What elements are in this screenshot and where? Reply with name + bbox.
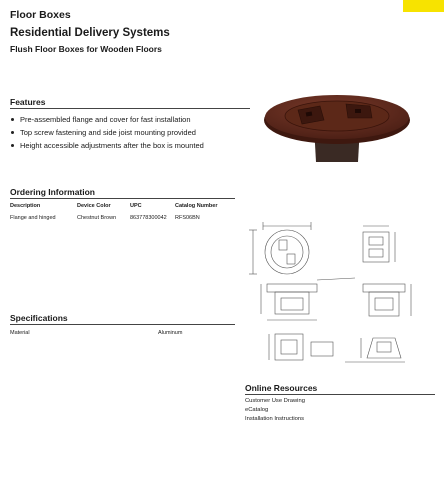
page-header: [10, 8, 390, 55]
drawing-receptacle-view: [363, 226, 395, 262]
spec-label: Material: [10, 330, 30, 336]
column-header-description: Description: [10, 203, 41, 209]
table-row: [10, 213, 235, 223]
online-resources-list: [245, 397, 435, 424]
specifications-divider: [10, 324, 235, 325]
dimension-drawing: [245, 212, 435, 380]
online-resources-section: [245, 383, 435, 424]
drawing-bottom-views: [269, 334, 405, 362]
accent-bar: [403, 0, 444, 12]
features-section: [10, 97, 260, 152]
spec-row: [10, 328, 235, 338]
page-title: Floor Boxes: [10, 9, 71, 21]
features-list: [10, 113, 260, 152]
ordering-table: [10, 199, 235, 225]
resource-link-customer-use-drawing[interactable]: Customer Use Drawing: [245, 398, 305, 404]
ordering-title: Ordering Information: [10, 187, 95, 197]
drawing-right-view: [363, 284, 411, 316]
table-header: [10, 201, 235, 211]
feature-item: Top screw fastening and side joist mounting provided: [10, 126, 260, 139]
online-resources-divider: [245, 394, 435, 395]
online-resources-title: Online Resources: [245, 383, 318, 393]
resource-link-installation-instructions[interactable]: Installation Instructions: [245, 416, 304, 422]
specifications-title: Specifications: [10, 313, 68, 323]
features-title: Features: [10, 97, 46, 107]
column-header-catalog-number: Catalog Number: [175, 203, 218, 209]
cell-upc: 863778300042: [130, 215, 167, 221]
feature-item: Pre-assembled flange and cover for fast installation: [10, 113, 260, 126]
drawing-side-view: [261, 278, 355, 320]
page-subtitle-secondary: Flush Floor Boxes for Wooden Floors: [10, 44, 162, 54]
resource-link-ecatalog[interactable]: eCatalog: [245, 407, 269, 413]
cell-catalog-number: RFS06BN: [175, 215, 200, 221]
page-subtitle: Residential Delivery Systems: [10, 27, 170, 39]
features-divider: [10, 108, 250, 109]
specifications-section: [10, 313, 235, 338]
feature-item: Height accessible adjustments after the box is mounted: [10, 139, 260, 152]
receptacle-door-right: [346, 104, 372, 118]
spec-value: Aluminum: [158, 330, 183, 336]
cell-device-color: Chestnut Brown: [77, 215, 117, 221]
drawing-top-view: [249, 222, 311, 274]
column-header-device-color: Device Color: [77, 203, 111, 209]
cell-description: Flange and hinged: [10, 215, 56, 221]
ordering-section: [10, 187, 235, 225]
column-header-upc: UPC: [130, 203, 142, 209]
floor-box-product-image: [262, 86, 412, 166]
